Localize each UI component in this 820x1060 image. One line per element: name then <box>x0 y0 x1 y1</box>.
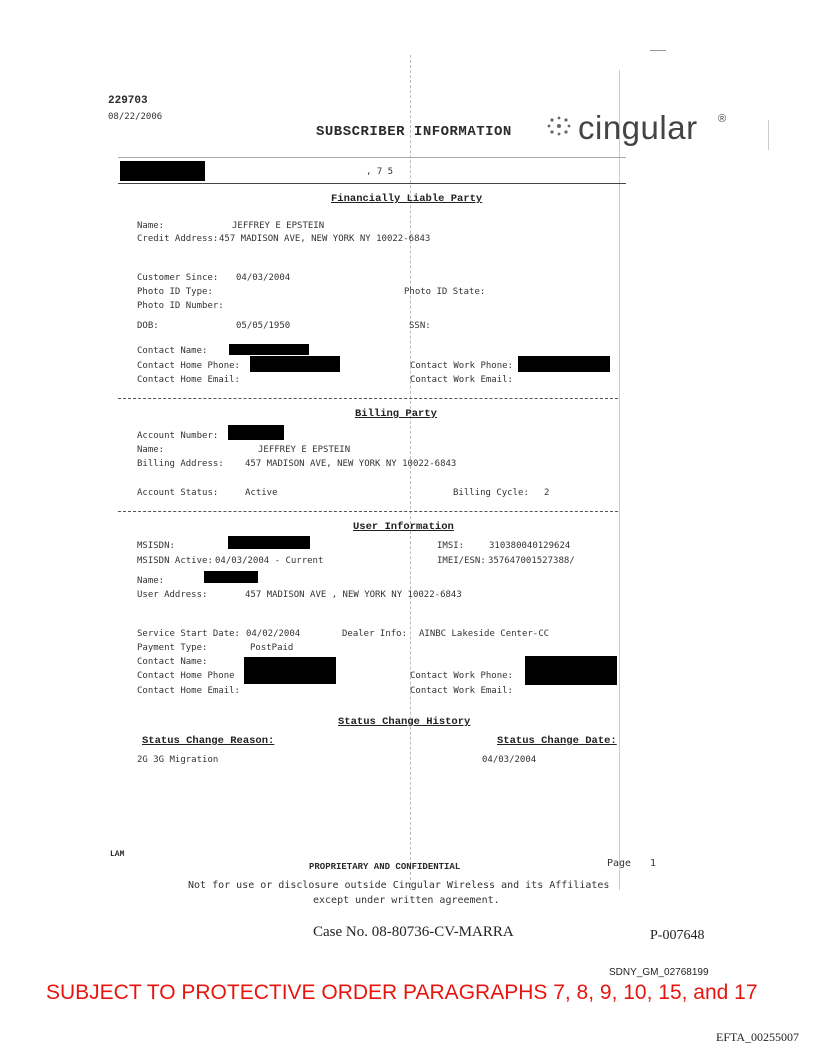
report-date: 08/22/2006 <box>108 112 163 122</box>
contact-home-phone-label: Contact Home Phone: <box>137 361 240 371</box>
section-heading-user-information: User Information <box>353 521 454 533</box>
document-title: SUBSCRIBER INFORMATION <box>316 124 512 140</box>
msisdn-label: MSISDN: <box>137 541 175 551</box>
fold-line <box>410 55 411 890</box>
contact-home-email-label: Contact Home Email: <box>137 375 240 385</box>
section-rule <box>118 511 618 512</box>
credit-address-value: 457 MADISON AVE, NEW YORK NY 10022-6843 <box>219 234 431 244</box>
cingular-jack-icon <box>546 115 572 137</box>
customer-since-label: Customer Since: <box>137 273 219 283</box>
account-number-label: Account Number: <box>137 431 219 441</box>
user-contact-home-phone-label: Contact Home Phone <box>137 671 235 681</box>
account-ref: , 7 5 <box>366 167 394 177</box>
user-name-label: Name: <box>137 576 165 586</box>
customer-since-value: 04/03/2004 <box>236 273 291 283</box>
billing-cycle-value: 2 <box>544 488 550 498</box>
sdny-number: SDNY_GM_02768199 <box>609 967 709 978</box>
credit-address-label: Credit Address: <box>137 234 219 244</box>
imsi-value: 310380040129624 <box>489 541 571 551</box>
contact-work-email-label: Contact Work Email: <box>410 375 513 385</box>
dob-value: 05/05/1950 <box>236 321 291 331</box>
registered-mark: ® <box>718 113 727 125</box>
ssn-label: SSN: <box>409 321 431 331</box>
redaction <box>120 161 205 181</box>
photo-id-state-label: Photo ID State: <box>404 287 486 297</box>
imei-value: 357647001527388/ <box>488 556 575 566</box>
section-heading-billing-party: Billing Party <box>355 408 437 420</box>
billing-address-value: 457 MADISON AVE, NEW YORK NY 10022-6843 <box>245 459 457 469</box>
dob-label: DOB: <box>137 321 159 331</box>
billing-name-value: JEFFREY E EPSTEIN <box>258 445 351 455</box>
disclaimer-line-2: except under written agreement. <box>313 895 500 906</box>
service-start-label: Service Start Date: <box>137 629 240 639</box>
contact-name-label: Contact Name: <box>137 346 208 356</box>
imei-label: IMEI/ESN: <box>437 556 486 566</box>
section-heading-financially-liable: Financially Liable Party <box>331 193 483 205</box>
user-contact-name-label: Contact Name: <box>137 657 208 667</box>
redaction <box>204 571 258 583</box>
section-heading-status-change-history: Status Change History <box>338 716 471 728</box>
dealer-info-value: AINBC Lakeside Center-CC <box>419 629 550 639</box>
initials: LAM <box>110 850 125 859</box>
status-change-date-header: Status Change Date: <box>497 735 617 747</box>
logo-wordmark: cingular <box>578 109 698 146</box>
redaction <box>525 656 617 685</box>
payment-type-label: Payment Type: <box>137 643 208 653</box>
bates-number: P-007648 <box>650 928 705 943</box>
scan-mark <box>650 50 666 51</box>
proprietary-notice: PROPRIETARY AND CONFIDENTIAL <box>309 862 461 872</box>
efta-number: EFTA_00255007 <box>716 1030 800 1044</box>
dealer-info-label: Dealer Info: <box>342 629 408 639</box>
page-label: Page <box>607 858 632 869</box>
user-contact-work-email-label: Contact Work Email: <box>410 686 513 696</box>
status-change-reason-header: Status Change Reason: <box>142 735 275 747</box>
right-margin-line <box>619 70 620 890</box>
redaction <box>518 356 610 372</box>
service-start-value: 04/02/2004 <box>246 629 301 639</box>
section-rule <box>118 398 618 399</box>
msisdn-active-label: MSISDN Active: <box>137 556 213 566</box>
header-rule-bottom <box>118 183 626 184</box>
photo-id-number-label: Photo ID Number: <box>137 301 224 311</box>
imsi-label: IMSI: <box>437 541 465 551</box>
account-status-label: Account Status: <box>137 488 219 498</box>
disclaimer-line-1: Not for use or disclosure outside Cingular Wireless and its Affiliates <box>188 880 610 891</box>
billing-cycle-label: Billing Cycle: <box>453 488 529 498</box>
user-address-value: 457 MADISON AVE , NEW YORK NY 10022-6843 <box>245 590 462 600</box>
page-number: 1 <box>650 858 657 869</box>
redaction <box>228 425 284 440</box>
scan-mark <box>768 120 769 150</box>
name-label: Name: <box>137 221 165 231</box>
redaction <box>250 356 340 372</box>
redaction <box>228 536 310 549</box>
user-address-label: User Address: <box>137 590 208 600</box>
user-contact-home-email-label: Contact Home Email: <box>137 686 240 696</box>
document-number: 229703 <box>108 95 148 107</box>
billing-address-label: Billing Address: <box>137 459 224 469</box>
protective-order-notice: SUBJECT TO PROTECTIVE ORDER PARAGRAPHS 7, 8, 9, 10, 15, and 17 <box>46 981 758 1004</box>
payment-type-value: PostPaid <box>250 643 294 653</box>
photo-id-type-label: Photo ID Type: <box>137 287 213 297</box>
account-status-value: Active <box>245 488 278 498</box>
header-rule <box>118 157 626 158</box>
user-contact-work-phone-label: Contact Work Phone: <box>410 671 513 681</box>
msisdn-active-value: 04/03/2004 - Current <box>215 556 324 566</box>
billing-name-label: Name: <box>137 445 165 455</box>
name-value: JEFFREY E EPSTEIN <box>232 221 325 231</box>
status-change-date-value: 04/03/2004 <box>482 755 537 765</box>
redaction <box>244 657 336 684</box>
case-number: Case No. 08-80736-CV-MARRA <box>313 924 514 940</box>
contact-work-phone-label: Contact Work Phone: <box>410 361 513 371</box>
status-change-reason-value: 2G 3G Migration <box>137 755 219 765</box>
redaction <box>229 344 309 355</box>
